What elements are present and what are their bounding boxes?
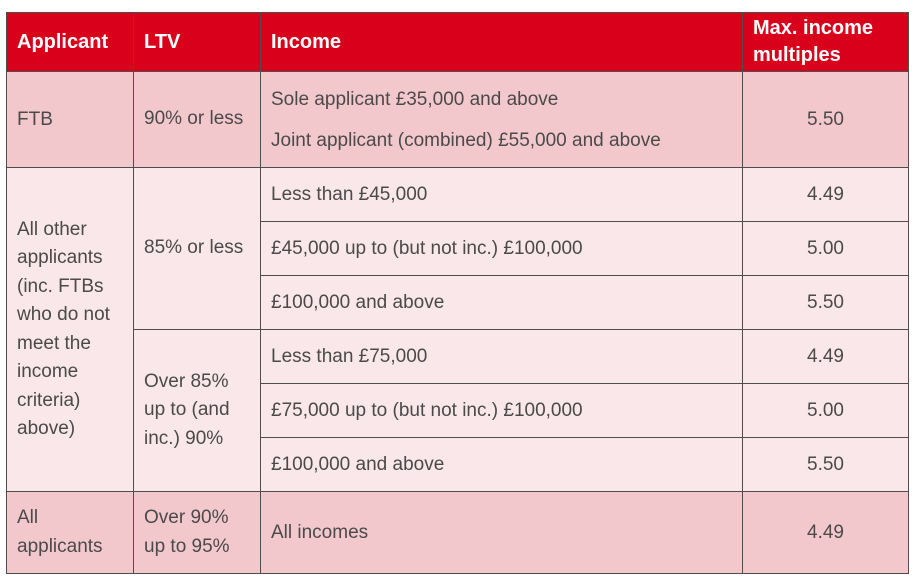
cell-multiple: 5.50 <box>743 438 909 492</box>
cell-ltv-band-1: 85% or less <box>134 168 261 330</box>
income-sole-applicant: Sole applicant £35,000 and above <box>271 88 559 110</box>
cell-multiple: 4.49 <box>743 330 909 384</box>
cell-income: Less than £45,000 <box>261 168 743 222</box>
cell-income: £100,000 and above <box>261 276 743 330</box>
income-joint-applicant: Joint applicant (combined) £55,000 and above <box>271 129 661 151</box>
header-row <box>7 13 909 72</box>
cell-income: £100,000 and above <box>261 438 743 492</box>
header-income: Income <box>261 13 743 72</box>
income-multiples-table <box>6 12 909 574</box>
cell-multiple-ftb: 5.50 <box>743 72 909 168</box>
cell-multiple: 4.49 <box>743 168 909 222</box>
cell-applicant-ftb: FTB <box>7 72 134 168</box>
cell-multiple: 5.00 <box>743 222 909 276</box>
cell-income: £45,000 up to (but not inc.) £100,000 <box>261 222 743 276</box>
header-max-income-multiples: Max. income multiples <box>743 13 909 72</box>
cell-income: £75,000 up to (but not inc.) £100,000 <box>261 384 743 438</box>
table-row-ftb <box>7 72 909 168</box>
cell-applicant-other: All other applicants (inc. FTBs who do not meet the income criteria) above) <box>7 168 134 492</box>
header-ltv: LTV <box>134 13 261 72</box>
cell-income-ftb <box>261 72 743 168</box>
header-applicant: Applicant <box>7 13 134 72</box>
cell-multiple: 5.00 <box>743 384 909 438</box>
cell-ltv-all: Over 90% up to 95% <box>134 492 261 574</box>
table-row <box>7 168 909 222</box>
cell-multiple-all: 4.49 <box>743 492 909 574</box>
table-row-all-applicants <box>7 492 909 574</box>
cell-applicant-all: All applicants <box>7 492 134 574</box>
cell-ltv-ftb: 90% or less <box>134 72 261 168</box>
cell-ltv-band-2: Over 85% up to (and inc.) 90% <box>134 330 261 492</box>
cell-income: Less than £75,000 <box>261 330 743 384</box>
table-row <box>7 330 909 384</box>
cell-income-all: All incomes <box>261 492 743 574</box>
cell-multiple: 5.50 <box>743 276 909 330</box>
